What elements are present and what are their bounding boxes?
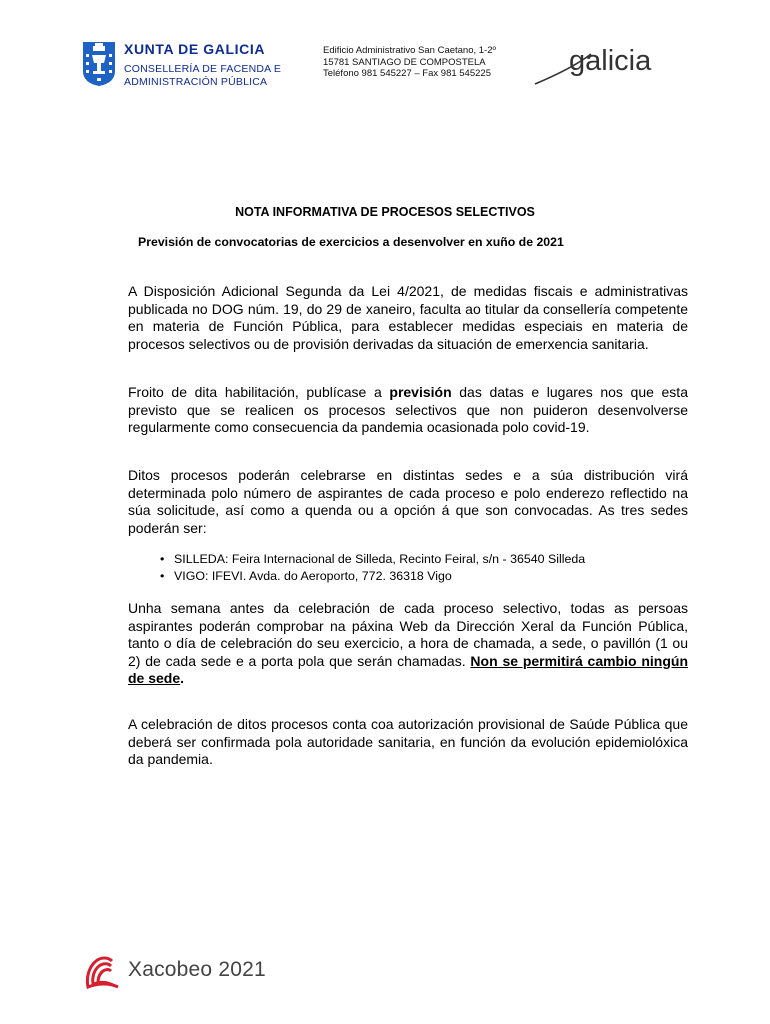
address-line-2: 15781 SANTIAGO DE COMPOSTELA: [323, 56, 486, 68]
department-name: [124, 63, 281, 88]
xacobeo-shell-icon: [82, 953, 122, 989]
xunta-crest-icon: [82, 41, 116, 87]
paragraph-forecast: [128, 384, 688, 437]
paragraph-schedule-end: .: [180, 670, 185, 687]
paragraph-venues-intro: Ditos procesos poderán celebrarse en distintas sedes e a súa distribución virá determinada polo número de aspirantes de cada proceso e polo enderezo reflectido na súa solicitude, así como a quenda ou a opción á que son convocadas. As tres sedes poderán ser:: [128, 467, 688, 536]
paragraph-health-authorization: A celebración de ditos procesos conta coa autorización provisional de Saúde Pública que deberá ser confirmada pola autoridade sanitaria, en función da evolución epidemiolóxica da pandemia.: [128, 716, 688, 768]
department-line-2: ADMINISTRACIÓN PÚBLICA: [124, 75, 268, 88]
paragraph-forecast-part-2: das datas e lugares nos que esta previsto que se realicen os procesos selectivos que non puideron desenvolverse regularmente como consecuencia da pandemia ocasionada polo covid-19.: [128, 384, 688, 436]
paragraph-schedule-notice: [128, 600, 688, 688]
venue-list-item: • VIGO: IFEVI. Avda. do Aeroporto, 772. 36318 Vigo: [160, 568, 585, 585]
org-name: XUNTA DE GALICIA: [124, 41, 266, 57]
venue-list-item: • SILLEDA: Feira Internacional de Silleda, Recinto Feiral, s/n - 36540 Silleda: [160, 551, 585, 568]
paragraph-schedule-text: Unha semana antes da celebración de cada proceso selectivo, todas as persoas aspirantes poderán comprobar na páxina Web da Dirección Xeral da Función Pública, tanto o día de celebración do seu exercicio, a hora de chamada, a sede, o pavillón (1 ou 2) de cada sede e a porta pola que serán chamadas.: [128, 600, 688, 669]
office-address: [323, 45, 496, 80]
document-title: NOTA INFORMATIVA DE PROCESOS SELECTIVOS: [235, 205, 535, 219]
paragraph-legal-basis: A Disposición Adicional Segunda da Lei 4/2021, de medidas fiscais e administrativas publicada no DOG núm. 19, do 29 de xaneiro, faculta ao titular da consellería competente en materia de Función Pública, para establecer medidas especiais en materia de procesos selectivos ou de provisión derivadas da situación de emerxencia sanitaria.: [128, 283, 688, 352]
paragraph-forecast-part-1: Froito de dita habilitación, publícase a: [128, 384, 390, 400]
venue-list: [160, 551, 585, 585]
address-line-1: Edificio Administrativo San Caetano, 1-2º: [323, 45, 496, 56]
department-line-1: CONSELLERÍA DE FACENDA E: [124, 63, 282, 75]
venue-change-warning: Non se permitirá cambio ningún de sede: [128, 652, 689, 687]
galicia-logo-text: galicia: [569, 45, 652, 77]
address-line-3: Teléfono 981 545227 – Fax 981 545225: [323, 68, 491, 79]
document-subtitle: Previsión de convocatorias de exercicios a desenvolver en xuño de 2021: [138, 235, 564, 249]
xacobeo-2021-logo-text: Xacobeo 2021: [128, 958, 266, 981]
paragraph-forecast-emphasis: previsión: [389, 384, 452, 400]
galicia-logo: [533, 40, 683, 90]
